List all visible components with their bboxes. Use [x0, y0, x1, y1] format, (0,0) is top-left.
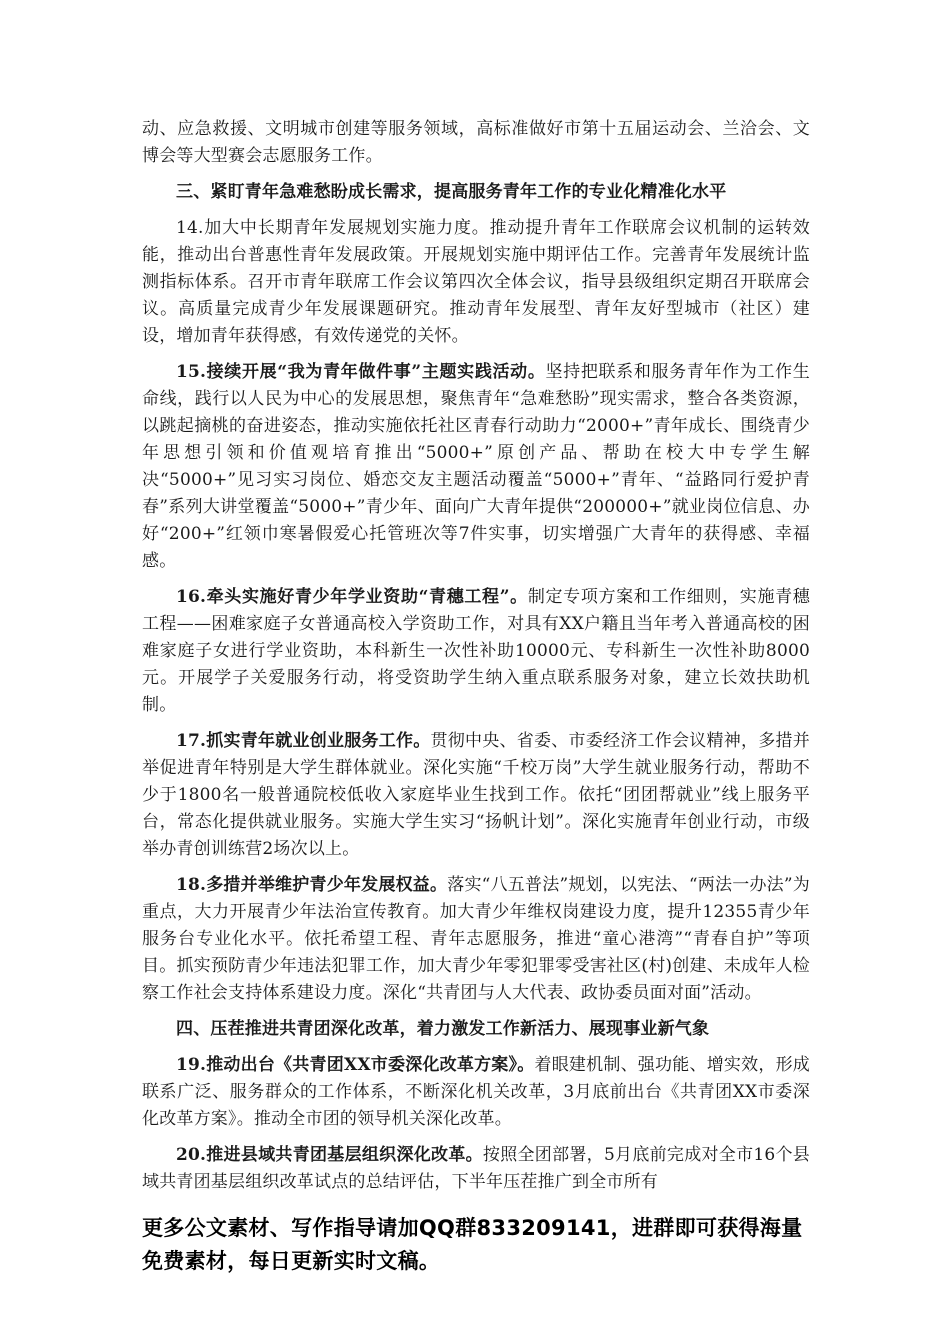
item-19 [142, 1052, 810, 1133]
promo-footer-note: 更多公文素材、写作指导请加QQ群833209141，进群即可获得海量免费素材，每日更新实时文稿。 [142, 1216, 803, 1273]
item-14-body: 推动提升青年工作联席会议机制的运转效能，推动出台普惠性青年发展政策。开展规划实施中期评估工作。完善青年发展统计监测指标体系。召开市青年联席工作会议第四次全体会议，指导县级组织定期召开联席会议。高质量完成青少年发展课题研究。推动青年发展型、青年友好型城市（社区）建设，增加青年获得感，有效传递党的关怀。 [142, 218, 810, 346]
item-14 [142, 215, 810, 350]
section-four-heading: 四、压茬推进共青团深化改革，着力激发工作新活力、展现事业新气象 [176, 1019, 710, 1039]
item-20-lead: 20.推进县域共青团基层组织深化改革。 [176, 1145, 483, 1165]
document-body [142, 116, 810, 1205]
item-19-lead: 19.推动出台《共青团XX市委深化改革方案》。 [176, 1055, 535, 1075]
item-18-lead: 18.多措并举维护青少年发展权益。 [176, 875, 448, 895]
section-three-heading: 三、紧盯青年急难愁盼成长需求，提高服务青年工作的专业化精准化水平 [176, 182, 727, 202]
item-20-body: 按照全团部署，5月底前完成对全市16个县域共青团基层组织改革试点的总结评估，下半年压茬推广到全市所有 [142, 1145, 811, 1192]
item-17-lead: 17.抓实青年就业创业服务工作。 [176, 731, 431, 751]
item-18 [142, 872, 810, 1007]
item-16 [142, 584, 810, 719]
item-17-body: 贯彻中央、省委、市委经济工作会议精神，多措并举促进青年特别是大学生群体就业。深化实施“千校万岗”大学生就业服务行动，帮助不少于1800名一般普通院校低收入家庭毕业生找到工作。依托“团团帮就业”线上服务平台，常态化提供就业服务。实施大学生实习“扬帆计划”。深化实施青年创业行动，市级举办青创训练营2场次以上。 [142, 731, 810, 859]
item-15-lead: 15.接续开展“我为青年做件事”主题实践活动。 [176, 362, 546, 382]
item-16-body: 制定专项方案和工作细则，实施青穗工程——困难家庭子女普通高校入学资助工作，对具有XX户籍且当年考入普通高校的困难家庭子女进行学业资助，本科新生一次性补助10000元、专科新生一次性补助8000元。开展学子关爱服务行动，将受资助学生纳入重点联系服务对象，建立长效扶助机制。 [142, 587, 810, 715]
opening-paragraph: 动、应急救援、文明城市创建等服务领域，高标准做好市第十五届运动会、兰洽会、文博会等大型赛会志愿服务工作。 [142, 119, 810, 166]
item-14-lead: 14.加大中长期青年发展规划实施力度。 [176, 218, 490, 238]
item-17 [142, 728, 810, 863]
item-16-lead: 16.牵头实施好青少年学业资助“青穗工程”。 [176, 587, 528, 607]
item-15-body: 坚持把联系和服务青年作为工作生命线，践行以人民为中心的发展思想，聚焦青年“急难愁盼”现实需求，整合各类资源，以跳起摘桃的奋进姿态，推动实施依托社区青春行动助力“2000+”青年成长、围绕青少年思想引领和价值观培育推出“5000+”原创产品、帮助在校大中专学生解决“5000+”见习实习岗位、婚恋交友主题活动覆盖“5000+”青年、“益路同行爱护青春”系列大讲堂覆盖“5000+”青少年、面向广大青年提供“200000+”就业岗位信息、办好“200+”红领巾寒暑假爱心托管班次等7件实事，切实增强广大青年的获得感、幸福感。 [142, 362, 811, 571]
item-20 [142, 1142, 810, 1196]
item-18-body: 落实“八五普法”规划，以宪法、“两法一办法”为重点，大力开展青少年法治宣传教育。加大青少年维权岗建设力度，提升12355青少年服务台专业化水平。依托希望工程、青年志愿服务，推进“童心港湾”“青春自护”等项目。抓实预防青少年违法犯罪工作，加大青少年零犯罪零受害社区(村)创建、未成年人检察工作社会支持体系建设力度。深化“共青团与人大代表、政协委员面对面”活动。 [142, 875, 810, 1003]
item-15 [142, 359, 810, 575]
item-19-body: 着眼建机制、强功能、增实效，形成联系广泛、服务群众的工作体系，不断深化机关改革，3月底前出台《共青团XX市委深化改革方案》。推动全市团的领导机关深化改革。 [142, 1055, 810, 1129]
